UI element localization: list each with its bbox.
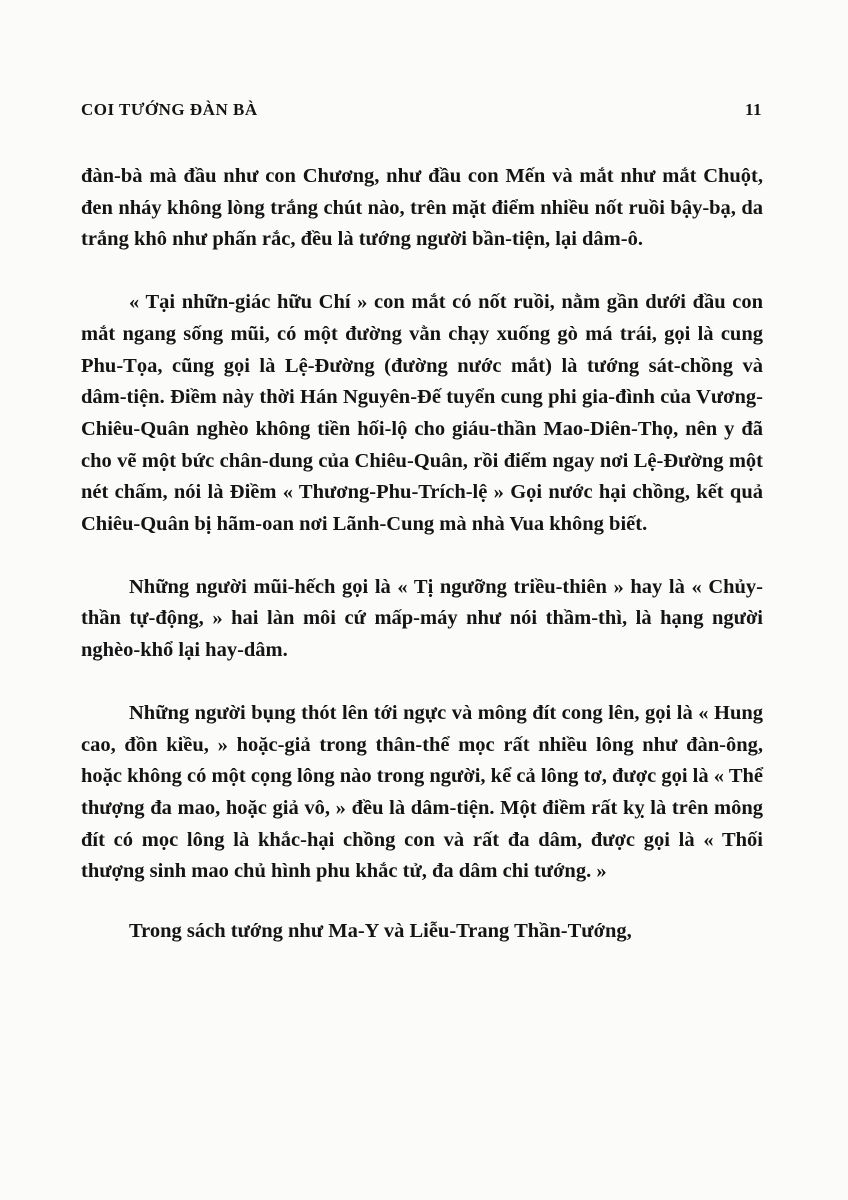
- paragraph-bung-thot: Những người bụng thót lên tới ngực và mông đít cong lên, gọi là « Hung cao, đồn kiều, » hoặc-giả trong thân-thể mọc rất nhiều lông như đàn-ông, hoặc không có một cọng lông nào trong người, kể cả lông tơ, được gọi là « Thể thượng đa mao, hoặc giả vô, » đều là dâm-tiện. Một điềm rất kỵ là trên mông đít có mọc lông là khắc-hại chồng con và rất đa dâm, được gọi là « Thối thượng sinh mao chủ hình phu khắc tử, đa dâm chi tướng. »: [81, 701, 763, 883]
- paragraph-trong-sach-tuong: Trong sách tướng như Ma-Y và Liễu-Trang Thần-Tướng,: [129, 920, 632, 943]
- page-number: 11: [744, 100, 762, 119]
- page-header: [81, 100, 762, 124]
- running-title: COI TƯỚNG ĐÀN BÀ: [81, 100, 258, 119]
- paragraph-le-duong: « Tại nhữn-giác hữu Chí » con mắt có nốt ruồi, nằm gần dưới đầu con mắt ngang sống mũi, có một đường vằn chạy xuống gò má trái, gọi là cung Phu-Tọa, cũng gọi là Lệ-Đường (đường nước mắt) là tướng sát-chồng và dâm-tiện. Điềm này thời Hán Nguyên-Đế tuyển cung phi gia-đình của Vương-Chiêu-Quân nghèo không tiền hối-lộ cho giáu-thần Mao-Diên-Thọ, nên y đã cho vẽ một bức chân-dung của Chiêu-Quân, rồi điểm ngay nơi Lệ-Đường một nét chấm, nói là Điềm « Thương-Phu-Trích-lệ » Gọi nước hại chồng, kết quả Chiêu-Quân bị hãm-oan nơi Lãnh-Cung mà nhà Vua không biết.: [81, 291, 763, 536]
- paragraph-continuation: đàn-bà mà đầu như con Chương, như đầu con Mến và mắt như mắt Chuột, đen nháy không lòng trắng chút nào, trên mặt điểm nhiều nốt ruồi bậy-bạ, da trắng khô như phấn rắc, đều là tướng người bần-tiện, lại dâm-ô.: [81, 165, 763, 251]
- body-text: [81, 161, 763, 948]
- paragraph-mui-hech: Những người mũi-hếch gọi là « Tị ngưỡng triều-thiên » hay là « Chủy-thần tự-động, » hai làn môi cứ mấp-máy như nói thầm-thì, là hạng người nghèo-khổ lại hay-dâm.: [81, 575, 763, 662]
